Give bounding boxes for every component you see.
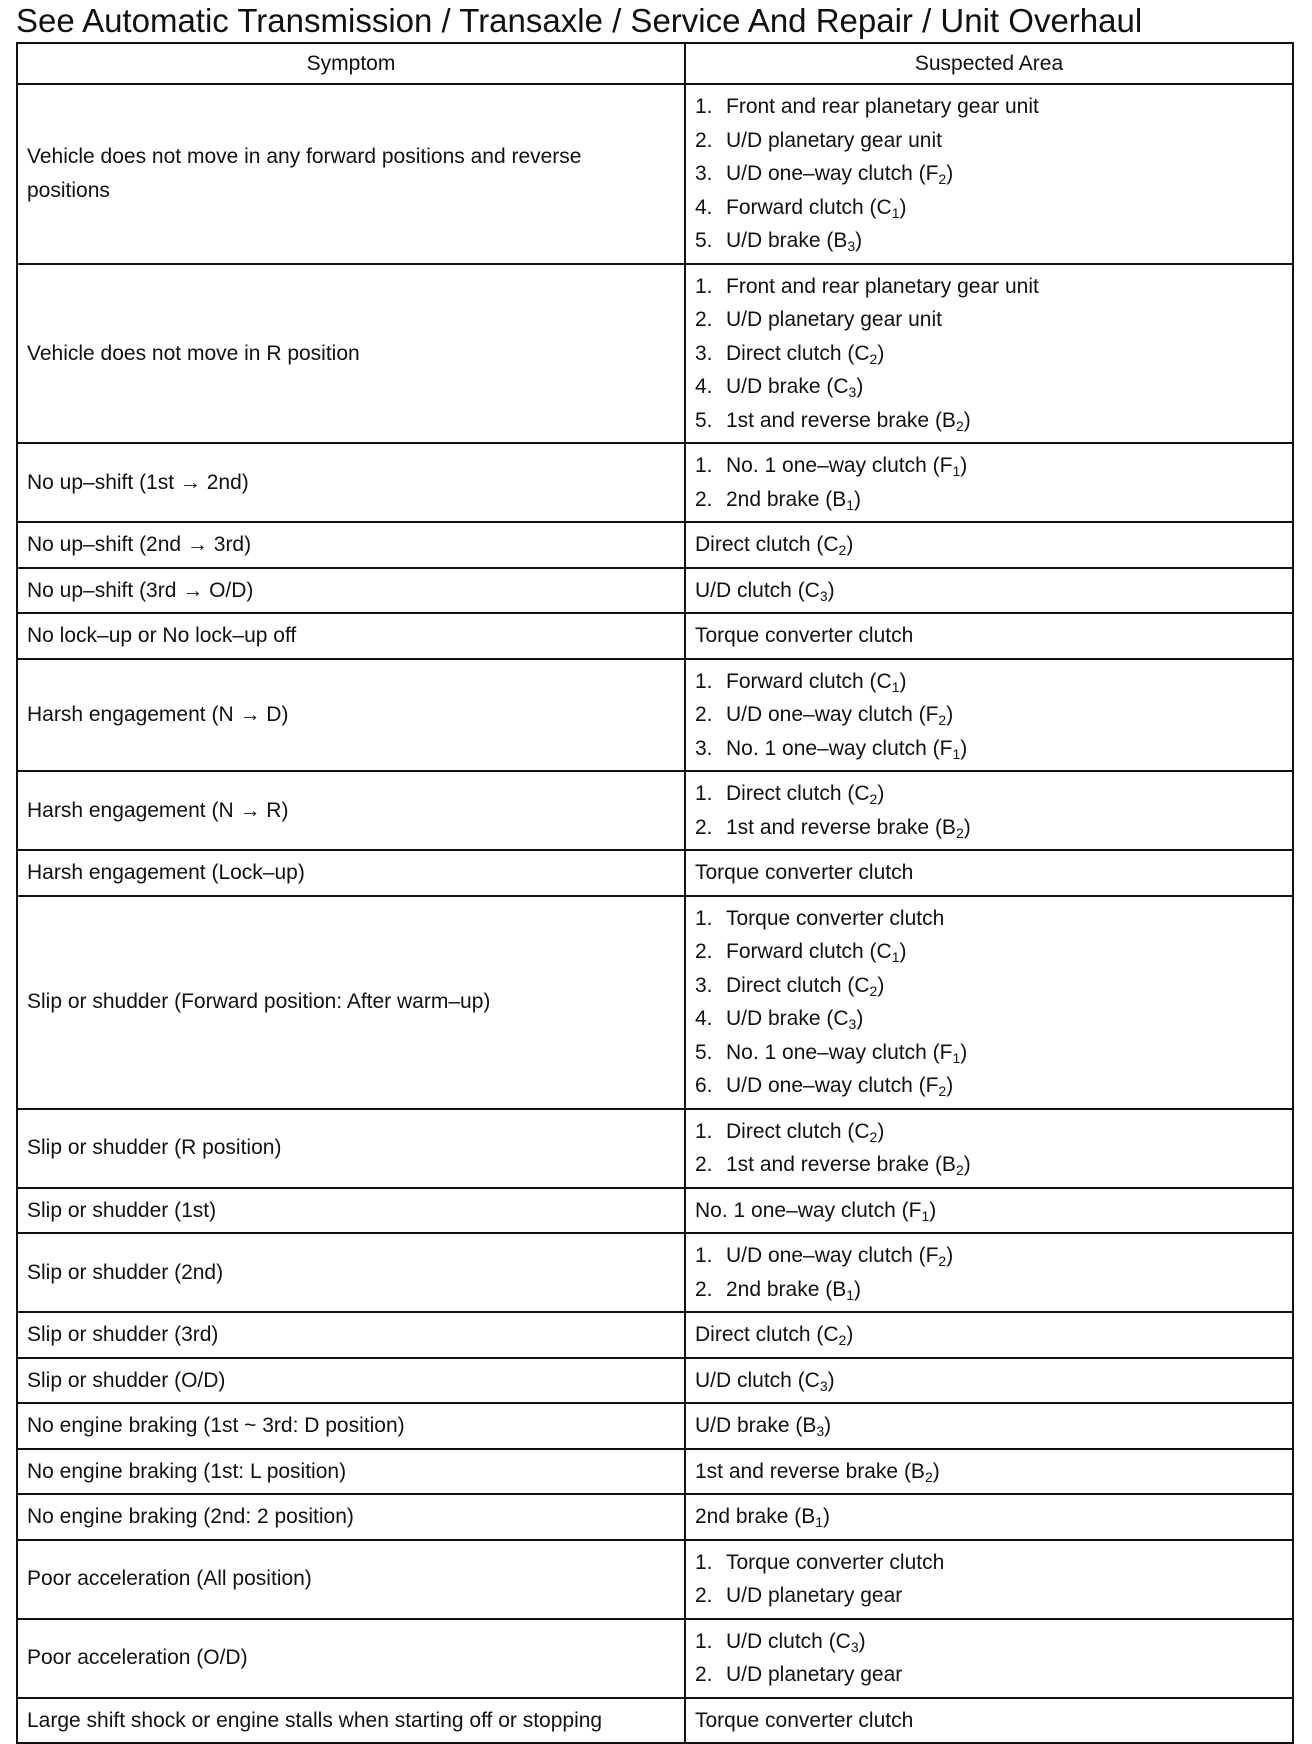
table-row: [17, 896, 1293, 1109]
area-subscript: 1: [846, 1286, 855, 1303]
area-subscript: 2: [938, 171, 947, 187]
area-text: U/D planetary gear: [726, 1584, 903, 1607]
table-header-row: [17, 43, 1293, 84]
column-header-suspected-area: Suspected Area: [685, 43, 1293, 84]
area-subscript: 2: [938, 1253, 947, 1269]
area-text: No. 1 one–way clutch (F: [695, 1198, 922, 1222]
closing-paren: ): [877, 1119, 885, 1143]
area-subscript: 3: [819, 587, 828, 604]
list-item: [695, 1148, 1282, 1182]
table-row: [17, 1233, 1293, 1312]
suspected-area-cell: [685, 264, 1293, 444]
area-subscript: 2: [838, 1332, 847, 1348]
area-text: No. 1 one–way clutch (F: [726, 736, 953, 760]
suspected-area-cell: [685, 896, 1293, 1109]
list-number: 1.: [695, 906, 713, 930]
closing-paren: ): [963, 815, 971, 839]
closing-paren: ): [846, 1323, 854, 1346]
closing-paren: ): [858, 1629, 866, 1653]
area-subscript: 2: [938, 1083, 947, 1099]
list-item: [695, 483, 1282, 517]
area-text: U/D one–way clutch (F: [726, 703, 939, 726]
list-item: [695, 224, 1282, 258]
table-row: [17, 850, 1293, 896]
suspected-area-cell: [685, 1403, 1293, 1449]
closing-paren: ): [877, 782, 885, 805]
list-item: [695, 935, 1282, 969]
list-item: [695, 370, 1282, 404]
area-subscript: 2: [924, 1468, 933, 1485]
list-number: 2.: [695, 1584, 713, 1607]
suspected-area-list: [695, 1239, 1282, 1306]
table-row: [17, 1540, 1293, 1619]
symptom-cell: Vehicle does not move in R position: [17, 264, 685, 444]
list-number: 2.: [695, 308, 713, 331]
list-item: [695, 404, 1282, 438]
list-item: [695, 665, 1282, 699]
area-subscript: 2: [869, 1128, 878, 1145]
area-subscript: 2: [955, 824, 964, 841]
list-item: [695, 1002, 1282, 1036]
suspected-area-cell: [685, 568, 1293, 614]
closing-paren: ): [899, 940, 907, 963]
symptom-cell: No engine braking (1st ~ 3rd: D position): [17, 1403, 685, 1449]
closing-paren: ): [846, 533, 854, 556]
area-subscript: 1: [891, 678, 900, 695]
area-text: U/D clutch (C: [695, 1368, 820, 1392]
area-subscript: 1: [891, 949, 900, 965]
area-subscript: 3: [847, 238, 856, 254]
list-item: [695, 811, 1282, 845]
diagnosis-table: [16, 42, 1294, 1744]
closing-paren: ): [854, 1277, 862, 1301]
symptom-cell: Poor acceleration (O/D): [17, 1619, 685, 1698]
symptom-cell: Slip or shudder (Forward position: After warm–up): [17, 896, 685, 1109]
area-subscript: 1: [952, 745, 961, 762]
list-number: 2.: [695, 128, 713, 152]
list-number: 3.: [695, 162, 713, 185]
list-item: [695, 449, 1282, 483]
area-text: Forward clutch (C: [726, 195, 892, 219]
symptom-cell: No engine braking (2nd: 2 position): [17, 1494, 685, 1540]
area-text: U/D planetary gear: [726, 1663, 903, 1686]
suspected-area-cell: [685, 84, 1293, 264]
area-text: Forward clutch (C: [726, 669, 892, 693]
suspected-area-list: [695, 665, 1282, 766]
area-subscript: 3: [816, 1423, 825, 1439]
symptom-cell: Harsh engagement (Lock–up): [17, 850, 685, 896]
list-number: 1.: [695, 274, 713, 298]
list-number: 5.: [695, 408, 713, 432]
area-subscript: 2: [838, 542, 847, 558]
area-text: Direct clutch (C: [726, 341, 870, 365]
list-item: [695, 698, 1282, 732]
suspected-area-cell: [685, 659, 1293, 772]
closing-paren: ): [899, 195, 907, 219]
area-text: Direct clutch (C: [726, 973, 870, 997]
closing-paren: ): [877, 973, 885, 997]
suspected-area-cell: [685, 1698, 1293, 1744]
suspected-area-cell: [685, 1109, 1293, 1188]
symptom-cell: No lock–up or No lock–up off: [17, 613, 685, 659]
table-row: [17, 568, 1293, 614]
area-text: Torque converter clutch: [726, 906, 945, 930]
list-number: 2.: [695, 1277, 713, 1301]
area-subscript: 3: [819, 1377, 828, 1394]
area-subscript: 2: [955, 1162, 964, 1178]
symptom-cell: Slip or shudder (R position): [17, 1109, 685, 1188]
closing-paren: ): [932, 1459, 940, 1483]
table-row: [17, 1109, 1293, 1188]
closing-paren: ): [856, 375, 864, 398]
list-number: 2.: [695, 815, 713, 839]
symptom-cell: No engine braking (1st: L position): [17, 1449, 685, 1495]
area-text: U/D one–way clutch (F: [726, 1244, 939, 1267]
list-item: [695, 1273, 1282, 1307]
closing-paren: ): [877, 341, 885, 365]
list-item: [695, 1115, 1282, 1149]
list-item: [695, 1658, 1282, 1692]
suspected-area-cell: [685, 850, 1293, 896]
list-item: [695, 969, 1282, 1003]
table-row: [17, 84, 1293, 264]
list-number: 2.: [695, 703, 713, 726]
area-text: Forward clutch (C: [726, 940, 892, 963]
list-item: [695, 1239, 1282, 1273]
suspected-area-cell: [685, 1619, 1293, 1698]
area-subscript: 1: [846, 496, 855, 513]
suspected-area-list: [695, 1115, 1282, 1182]
closing-paren: ): [827, 578, 835, 602]
list-item: [695, 902, 1282, 936]
suspected-area-list: [695, 777, 1282, 844]
area-text: Torque converter clutch: [726, 1550, 945, 1574]
list-item: [695, 270, 1282, 304]
closing-paren: ): [946, 162, 954, 185]
closing-paren: ): [827, 1368, 835, 1392]
list-number: 2.: [695, 1153, 713, 1176]
symptom-cell: Slip or shudder (O/D): [17, 1358, 685, 1404]
list-number: 1.: [695, 95, 713, 118]
list-item: [695, 1036, 1282, 1070]
area-text: Direct clutch (C: [726, 782, 870, 805]
table-row: [17, 1494, 1293, 1540]
table-row: [17, 1312, 1293, 1358]
suspected-area-list: [695, 1546, 1282, 1613]
table-row: [17, 771, 1293, 850]
table-row: [17, 1403, 1293, 1449]
area-text: U/D planetary gear unit: [726, 128, 942, 152]
area-text: Direct clutch (C: [726, 1119, 870, 1143]
closing-paren: ): [960, 736, 968, 760]
list-item: [695, 124, 1282, 158]
list-number: 1.: [695, 669, 713, 693]
symptom-cell: Vehicle does not move in any forward positions and reverse positions: [17, 84, 685, 264]
list-number: 1.: [695, 1119, 713, 1143]
table-row: [17, 264, 1293, 444]
area-subscript: 3: [848, 1016, 857, 1032]
closing-paren: ): [963, 408, 971, 432]
list-number: 1.: [695, 1244, 713, 1267]
list-item: [695, 191, 1282, 225]
area-subscript: 1: [952, 1049, 961, 1066]
suspected-area-cell: [685, 1358, 1293, 1404]
closing-paren: ): [946, 703, 954, 726]
list-item: [695, 303, 1282, 337]
list-number: 5.: [695, 229, 713, 252]
area-subscript: 2: [938, 712, 947, 728]
symptom-cell: No up–shift (3rd → O/D): [17, 568, 685, 614]
suspected-area-cell: [685, 1540, 1293, 1619]
suspected-area-cell: [685, 443, 1293, 522]
symptom-cell: No up–shift (2nd → 3rd): [17, 522, 685, 568]
area-text: 1st and reverse brake (B: [726, 815, 956, 839]
closing-paren: ): [854, 487, 862, 511]
column-header-symptom: Symptom: [17, 43, 685, 84]
list-number: 1.: [695, 1629, 713, 1653]
symptom-cell: Poor acceleration (All position): [17, 1540, 685, 1619]
area-subscript: 2: [869, 982, 878, 999]
suspected-area-cell: [685, 1312, 1293, 1358]
suspected-area-list: [695, 90, 1282, 258]
area-text: 2nd brake (B: [726, 1277, 847, 1301]
area-text: No. 1 one–way clutch (F: [726, 454, 953, 477]
list-item: [695, 1069, 1282, 1103]
suspected-area-list: [695, 270, 1282, 438]
closing-paren: ): [899, 669, 907, 693]
closing-paren: ): [963, 1153, 971, 1176]
list-item: [695, 1579, 1282, 1613]
area-subscript: 1: [815, 1514, 824, 1530]
suspected-area-cell: [685, 522, 1293, 568]
area-text: Torque converter clutch: [695, 1708, 914, 1732]
symptom-cell: Slip or shudder (2nd): [17, 1233, 685, 1312]
list-number: 5.: [695, 1040, 713, 1064]
list-item: [695, 732, 1282, 766]
area-text: Direct clutch (C: [695, 533, 839, 556]
list-number: 6.: [695, 1074, 713, 1097]
list-number: 4.: [695, 1007, 713, 1030]
area-text: 1st and reverse brake (B: [695, 1459, 925, 1483]
page-title: See Automatic Transmission / Transaxle / Service And Repair / Unit Overhaul: [16, 2, 1143, 39]
closing-paren: ): [946, 1244, 954, 1267]
closing-paren: ): [823, 1505, 831, 1528]
area-text: U/D brake (C: [726, 1007, 849, 1030]
area-text: U/D clutch (C: [726, 1629, 851, 1653]
area-text: Direct clutch (C: [695, 1323, 839, 1346]
table-row: [17, 1358, 1293, 1404]
symptom-cell: Slip or shudder (1st): [17, 1188, 685, 1234]
area-text: Front and rear planetary gear unit: [726, 274, 1039, 298]
list-number: 1.: [695, 782, 713, 805]
list-number: 4.: [695, 375, 713, 398]
suspected-area-cell: [685, 1494, 1293, 1540]
list-item: [695, 157, 1282, 191]
symptom-cell: Harsh engagement (N → D): [17, 659, 685, 772]
table-row: [17, 1188, 1293, 1234]
suspected-area-cell: [685, 613, 1293, 659]
area-text: U/D brake (B: [726, 229, 848, 252]
closing-paren: ): [960, 454, 968, 477]
closing-paren: ): [856, 1007, 864, 1030]
suspected-area-list: [695, 449, 1282, 516]
area-text: No. 1 one–way clutch (F: [726, 1040, 953, 1064]
closing-paren: ): [929, 1198, 937, 1222]
table-row: [17, 659, 1293, 772]
table-row: [17, 1619, 1293, 1698]
list-item: [695, 337, 1282, 371]
closing-paren: ): [855, 229, 863, 252]
suspected-area-cell: [685, 1188, 1293, 1234]
suspected-area-cell: [685, 771, 1293, 850]
closing-paren: ): [824, 1414, 832, 1437]
area-subscript: 2: [955, 417, 964, 434]
area-text: U/D brake (C: [726, 375, 849, 398]
closing-paren: ): [946, 1074, 954, 1097]
suspected-area-cell: [685, 1449, 1293, 1495]
area-text: U/D one–way clutch (F: [726, 162, 939, 185]
area-subscript: 1: [921, 1207, 930, 1224]
area-text: 1st and reverse brake (B: [726, 1153, 956, 1176]
area-text: U/D clutch (C: [695, 578, 820, 602]
suspected-area-list: [695, 902, 1282, 1103]
table-row: [17, 443, 1293, 522]
list-number: 3.: [695, 973, 713, 997]
suspected-area-list: [695, 1625, 1282, 1692]
area-subscript: 3: [850, 1638, 859, 1655]
symptom-cell: Harsh engagement (N → R): [17, 771, 685, 850]
area-subscript: 1: [891, 204, 900, 221]
table-row: [17, 522, 1293, 568]
area-text: Torque converter clutch: [695, 861, 914, 884]
closing-paren: ): [960, 1040, 968, 1064]
symptom-cell: No up–shift (1st → 2nd): [17, 443, 685, 522]
list-item: [695, 90, 1282, 124]
symptom-cell: Slip or shudder (3rd): [17, 1312, 685, 1358]
list-number: 3.: [695, 736, 713, 760]
suspected-area-cell: [685, 1233, 1293, 1312]
table-row: [17, 613, 1293, 659]
list-number: 3.: [695, 341, 713, 365]
area-text: U/D brake (B: [695, 1414, 817, 1437]
document-page: [16, 0, 1292, 1744]
list-number: 2.: [695, 1663, 713, 1686]
list-number: 2.: [695, 940, 713, 963]
area-text: Torque converter clutch: [695, 624, 914, 647]
list-number: 1.: [695, 1550, 713, 1574]
area-subscript: 1: [952, 463, 961, 479]
area-text: U/D planetary gear unit: [726, 308, 942, 331]
area-subscript: 3: [848, 384, 857, 400]
area-text: 1st and reverse brake (B: [726, 408, 956, 432]
area-subscript: 2: [869, 350, 878, 367]
table-row: [17, 1449, 1293, 1495]
area-text: Front and rear planetary gear unit: [726, 95, 1039, 118]
area-subscript: 2: [869, 791, 878, 807]
list-number: 4.: [695, 195, 713, 219]
area-text: U/D one–way clutch (F: [726, 1074, 939, 1097]
area-text: 2nd brake (B: [695, 1505, 816, 1528]
table-row: [17, 1698, 1293, 1744]
list-item: [695, 777, 1282, 811]
list-number: 1.: [695, 454, 713, 477]
list-item: [695, 1546, 1282, 1580]
list-number: 2.: [695, 487, 713, 511]
symptom-cell: Large shift shock or engine stalls when starting off or stopping: [17, 1698, 685, 1744]
table-body: [17, 84, 1293, 1743]
list-item: [695, 1625, 1282, 1659]
area-text: 2nd brake (B: [726, 487, 847, 511]
